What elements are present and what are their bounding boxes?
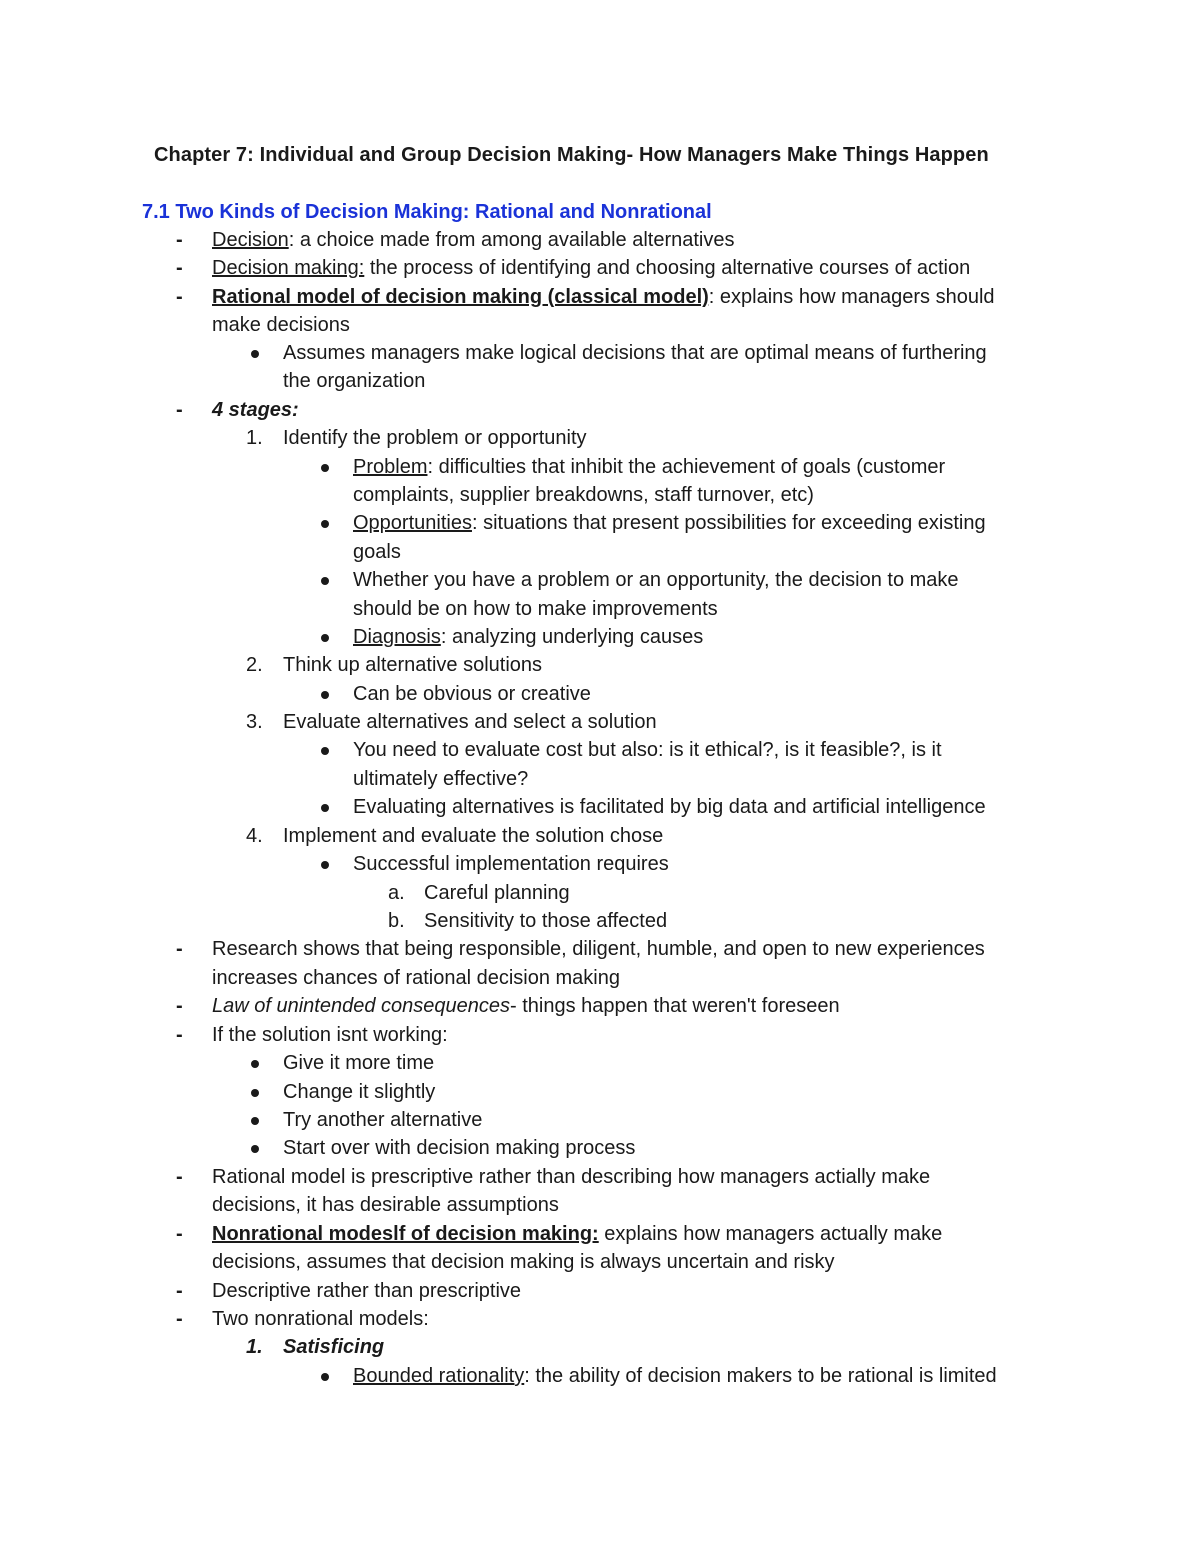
continuation-line: complaints, supplier breakdowns, staff turnover, etc) (353, 484, 814, 506)
list-item: Change it slightly (283, 1081, 436, 1103)
model-item: Satisficing (283, 1336, 385, 1358)
definition: : explains how managers should (708, 286, 995, 308)
list-item: Careful planning (424, 882, 570, 904)
list-item (353, 1362, 997, 1390)
dash-marker: - (176, 399, 183, 421)
term: Decision (212, 229, 289, 251)
bullet-dot (251, 1049, 259, 1077)
list-item (353, 509, 986, 537)
definition: : the ability of decision makers to be rational is limited (524, 1365, 997, 1387)
stage-item: Evaluate alternatives and select a solution (283, 711, 657, 733)
term: Decision making: (212, 257, 365, 279)
bullet-dot (251, 1134, 259, 1162)
stage-item: Identify the problem or opportunity (283, 427, 587, 449)
continuation-line: should be on how to make improvements (353, 598, 718, 620)
dash-marker: - (176, 995, 183, 1017)
bullet-dot (321, 623, 329, 651)
term: Opportunities (353, 512, 472, 534)
list-item (212, 254, 970, 282)
definition: : situations that present possibilities for exceeding existing (471, 512, 986, 534)
letter-marker: b. (388, 910, 405, 932)
dash-marker: - (176, 229, 183, 251)
continuation-line: ultimately effective? (353, 768, 529, 790)
list-item: Sensitivity to those affected (424, 910, 668, 932)
bullet-dot (321, 793, 329, 821)
dash-marker: - (176, 1223, 183, 1245)
bullet-dot (251, 1106, 259, 1134)
list-item (212, 226, 735, 254)
stage-item: Implement and evaluate the solution chose (283, 825, 664, 847)
page-title: Chapter 7: Individual and Group Decision Making- How Managers Make Things Happen (154, 144, 989, 166)
section-heading: 7.1 Two Kinds of Decision Making: Rational and Nonrational (142, 201, 712, 223)
continuation-line: increases chances of rational decision making (212, 967, 620, 989)
list-item (212, 283, 995, 311)
bullet-dot (321, 850, 329, 878)
definition: : a choice made from among available alternatives (288, 229, 735, 251)
term: Nonrational modeslf of decision making: (212, 1223, 599, 1245)
continuation-line: goals (353, 541, 401, 563)
dash-marker: - (176, 286, 183, 308)
list-item: Descriptive rather than prescriptive (212, 1280, 522, 1302)
definition: the process of identifying and choosing alternative courses of action (364, 257, 971, 279)
bullet-dot (251, 1078, 259, 1106)
list-item: You need to evaluate cost but also: is it ethical?, is it feasible?, is it (353, 739, 942, 761)
number-marker: 2. (246, 654, 263, 676)
continuation-line: decisions, it has desirable assumptions (212, 1194, 559, 1216)
bullet-dot (321, 736, 329, 764)
list-item: Successful implementation requires (353, 853, 669, 875)
continuation-line: decisions, assumes that decision making is always uncertain and risky (212, 1251, 835, 1273)
term: Problem (353, 456, 428, 478)
continuation-line: make decisions (212, 314, 350, 336)
list-item: Assumes managers make logical decisions that are optimal means of furthering (283, 342, 987, 364)
list-item: Two nonrational models: (212, 1308, 429, 1330)
list-item: Whether you have a problem or an opportunity, the decision to make (353, 569, 959, 591)
definition: - things happen that weren't foreseen (510, 995, 840, 1017)
definition: explains how managers actually make (598, 1223, 943, 1245)
dash-marker: - (176, 938, 183, 960)
list-item: Can be obvious or creative (353, 683, 591, 705)
definition: : difficulties that inhibit the achievement of goals (customer (427, 456, 946, 478)
dash-marker: - (176, 1166, 183, 1188)
continuation-line: the organization (283, 370, 426, 392)
list-item: Evaluating alternatives is facilitated by big data and artificial intelligence (353, 796, 986, 818)
term: Rational model of decision making (classical model) (212, 286, 709, 308)
number-marker: 1. (246, 427, 263, 449)
bullet-dot (321, 1362, 329, 1390)
term: Bounded rationality (353, 1365, 525, 1387)
dash-marker: - (176, 257, 183, 279)
bullet-dot (321, 566, 329, 594)
term: Diagnosis (353, 626, 441, 648)
list-item (353, 623, 703, 651)
list-item (212, 992, 840, 1020)
list-item: Rational model is prescriptive rather than describing how managers actially make (212, 1166, 931, 1188)
number-marker: 3. (246, 711, 263, 733)
definition: : analyzing underlying causes (440, 626, 704, 648)
list-item: Give it more time (283, 1052, 435, 1074)
stage-item: Think up alternative solutions (283, 654, 543, 676)
list-item (212, 1220, 942, 1248)
stages-label: 4 stages: (212, 399, 299, 421)
list-item: Research shows that being responsible, diligent, humble, and open to new experiences (212, 938, 985, 960)
list-item: If the solution isnt working: (212, 1024, 448, 1046)
bullet-dot (321, 509, 329, 537)
dash-marker: - (176, 1024, 183, 1046)
list-item: Try another alternative (283, 1109, 483, 1131)
bullet-dot (321, 453, 329, 481)
list-item (353, 453, 945, 481)
bullet-dot (321, 680, 329, 708)
number-marker: 4. (246, 825, 263, 847)
list-item: Start over with decision making process (283, 1137, 636, 1159)
dash-marker: - (176, 1280, 183, 1302)
dash-marker: - (176, 1308, 183, 1330)
letter-marker: a. (388, 882, 405, 904)
term: Law of unintended consequences (212, 995, 511, 1017)
bullet-dot (251, 339, 259, 367)
number-marker: 1. (246, 1336, 263, 1358)
